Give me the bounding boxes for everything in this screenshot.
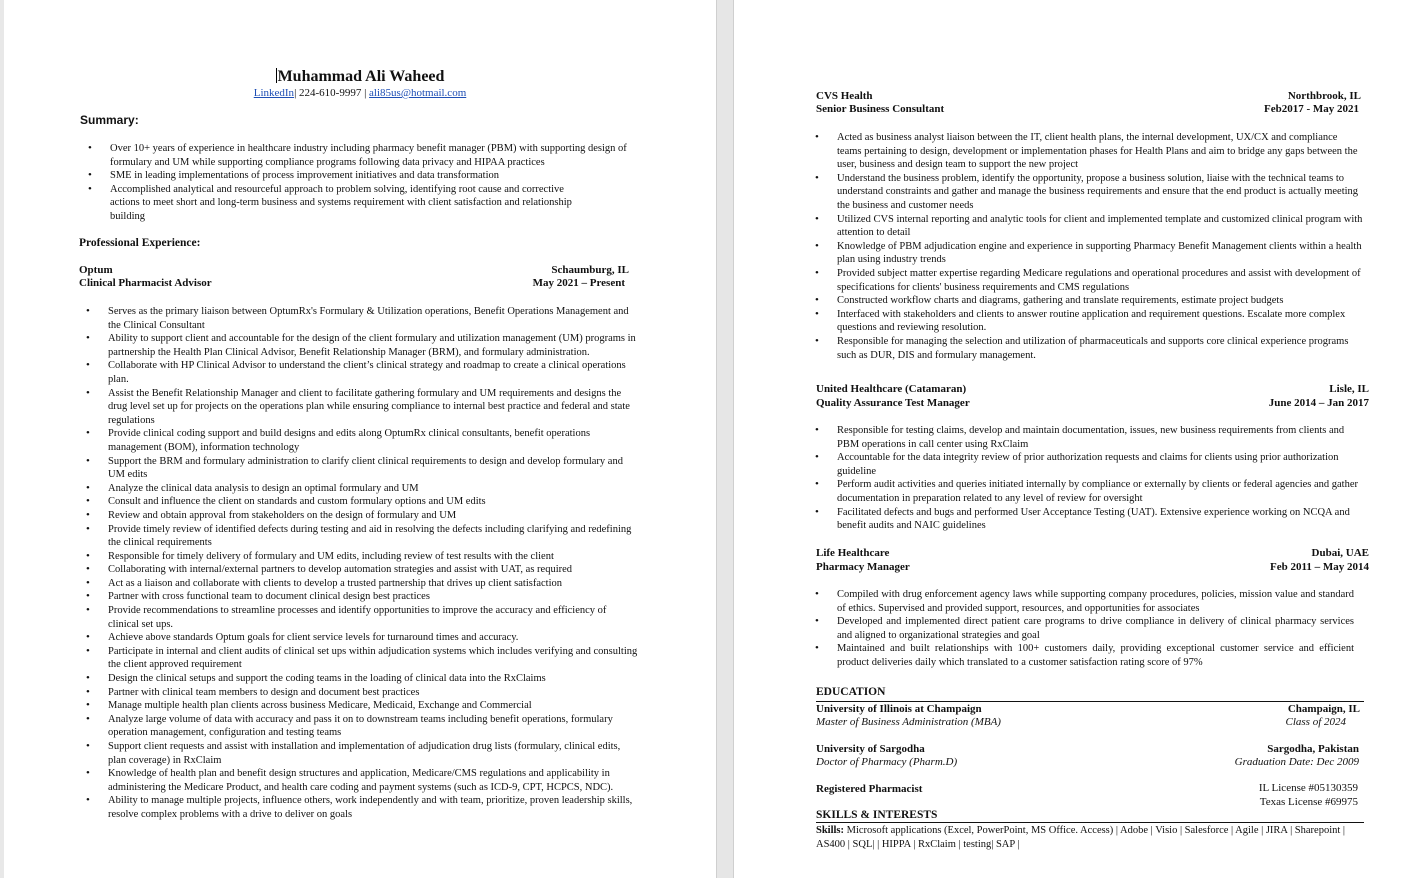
list-item: • Utilized CVS internal reporting and analytic tools for client and implemented template and customized clinical program with attention to detail <box>837 213 1364 240</box>
phone-text: | 224-610-9997 | <box>294 87 370 99</box>
job-dates: Feb 2011 – May 2014 <box>1270 561 1369 573</box>
job-title: Pharmacy Manager <box>816 561 910 573</box>
list-item: • Analyze the clinical data analysis to design an optimal formulary and UM <box>108 482 638 496</box>
job-header-optum <box>79 264 629 278</box>
school-name: University of Sargodha <box>816 743 925 755</box>
list-item: • Manage multiple health plan clients across business Medicare, Medicaid, Exchange and Commercial <box>108 699 638 713</box>
list-item: • Understand the business problem, identify the opportunity, propose a business solution, liaise with the technical teams to understand constraints and gather and manage the business requirements and ensure that the end product is actually meeting the business and customer needs <box>837 172 1364 213</box>
list-item: • Acted as business analyst liaison between the IT, client health plans, the internal development, UX/CX and compliance teams pertaining to design, development or implementation phases for Health Plans and aim to bridge any gaps between the user, business and design team to support the new project <box>837 131 1364 172</box>
job-header-cvs <box>816 90 1361 104</box>
school-location: Champaign, IL <box>1287 703 1360 715</box>
document-page-1 <box>4 0 716 878</box>
job-location: Schaumburg, IL <box>551 264 629 276</box>
list-item: • Constructed workflow charts and diagrams, gathering and translate requirements, estimate project budgets <box>837 294 1364 308</box>
list-item: • Achieve above standards Optum goals for client service levels for turnaround times and accuracy. <box>108 631 638 645</box>
company-name: Life Healthcare <box>816 547 890 559</box>
summary-heading: Summary: <box>80 113 139 127</box>
degree-date: Class of 2024 <box>1285 716 1346 728</box>
list-item: • Serves as the primary liaison between OptumRx's Formulary & Utilization operations, Benefit Operations Management and the Clinical Consultant <box>108 305 638 332</box>
job-title-row-life <box>816 561 1369 575</box>
edu-school-row <box>816 703 1360 716</box>
license-tx: Texas License #69975 <box>1259 795 1358 808</box>
list-item: • Partner with cross functional team to document clinical design best practices <box>108 590 638 604</box>
resume-name <box>4 68 716 86</box>
list-item: • Provide recommendations to streamline processes and identify opportunities to improve the accuracy and efficiency of clinical set ups. <box>108 604 638 631</box>
company-name: CVS Health <box>816 90 873 102</box>
job-title-row-optum <box>79 277 625 291</box>
company-name: United Healthcare (Catamaran) <box>816 383 967 395</box>
school-name: University of Illinois at Champaign <box>816 703 982 715</box>
license-il: IL License #05130359 <box>1258 782 1358 794</box>
list-item: • Interfaced with stakeholders and clients to answer routine application and requirement questions. Escalate more complex questions and reviewing resolution. <box>837 308 1364 335</box>
list-item: • Partner with clinical team members to design and document best practices <box>108 686 638 700</box>
list-item: • Assist the Benefit Relationship Manager and client to facilitate gathering formulary and UM requirements and designs the drug level set up for projects on the operations plan while ensuring compliance to internal best practice and federal and state regulations <box>108 387 638 428</box>
list-item: • Act as a liaison and collaborate with clients to develop a trusted partnership that drives up client satisfaction <box>108 577 638 591</box>
job-title-row-uhc <box>816 397 1369 411</box>
license-label-row <box>816 783 1016 796</box>
list-item: • Accomplished analytical and resourceful approach to problem solving, identifying root cause and corrective actions to meet short and long-term business and systems requirement with client satisfaction and relationship building <box>110 183 648 224</box>
school-location: Sargodha, Pakistan <box>1267 743 1359 755</box>
job-dates: Feb2017 - May 2021 <box>1263 103 1359 115</box>
degree-name: Master of Business Administration (MBA) <box>816 716 1001 728</box>
list-item: • Maintained and built relationships with 100+ customers daily, providing exceptional customer service and efficient product deliveries daily which translated to a customer satisfaction rating score of 97% <box>837 642 1354 669</box>
job-header-uhc <box>816 383 1369 397</box>
life-duties-list <box>837 588 1354 670</box>
list-item: • Review and obtain approval from stakeholders on the design of formulary and UM <box>108 509 638 523</box>
cvs-duties-list <box>837 131 1364 362</box>
list-item: • Knowledge of PBM adjudication engine and experience in supporting Pharmacy Benefit Management clients within a health plan using industry trends <box>837 240 1364 267</box>
list-item: • Compiled with drug enforcement agency laws while supporting company procedures, policies, mission value and standard of ethics. Supervised and provided support, resources, and opportunities for associates <box>837 588 1354 615</box>
linkedin-link[interactable]: LinkedIn <box>253 87 295 99</box>
list-item: • Facilitated defects and bugs and performed User Acceptance Testing (UAT). Extensive experience working on NCQA and benefit audits and NAIC guidelines <box>837 506 1364 533</box>
list-item: • Provided subject matter expertise regarding Medicare regulations and operational procedures and assist with development of specifications for clients' business requirements and CMS regulations <box>837 267 1364 294</box>
list-item: • Responsible for managing the selection and utilization of pharmaceuticals and supports core clinical experience programs such as DUR, DIS and formulary management. <box>837 335 1364 362</box>
list-item: • Collaborating with internal/external partners to develop automation strategies and assist with UAT, as required <box>108 563 638 577</box>
license-label: Registered Pharmacist <box>816 783 923 795</box>
page-gap <box>716 0 734 878</box>
summary-list <box>110 142 648 224</box>
license-list <box>1234 782 1358 809</box>
job-title-row-cvs <box>816 103 1359 117</box>
job-location: Lisle, IL <box>1329 383 1369 395</box>
education-heading: EDUCATION <box>816 686 886 698</box>
list-item: • Collaborate with HP Clinical Advisor to understand the client’s clinical strategy and roadmap to create a clinical operations plan. <box>108 359 638 386</box>
list-item: • Participate in internal and client audits of clinical set ups within adjudication systems which includes verifying and consulting the client approved requirement <box>108 645 638 672</box>
list-item: • Analyze large volume of data with accuracy and pass it on to downstream teams including benefit operations, formulary operation management, configuration and testing teams <box>108 713 638 740</box>
skills-rule <box>816 822 1364 823</box>
optum-duties-list <box>108 305 638 822</box>
edu-degree-row <box>816 716 1346 729</box>
list-item: • Provide timely review of identified defects during testing and aid in resolving the defects including clarifying and redefining the clinical requirements <box>108 523 638 550</box>
name-text: Muhammad Ali Waheed <box>277 68 445 85</box>
experience-heading: Professional Experience: <box>79 237 201 249</box>
list-item: • Support the BRM and formulary administration to clarify client clinical requirements to design and develop formulary and UM edits <box>108 455 638 482</box>
list-item: • Knowledge of health plan and benefit design structures and application, Medicare/CMS regulations and applicability in administering the Medicare Product, and health care coding and payment systems (such as ICD-9, CPT, HCPCS, NDC). <box>108 767 638 794</box>
list-item: • Provide clinical coding support and build designs and edits along OptumRx clinical consultants, benefit operations management (BOM), information technology <box>108 427 638 454</box>
document-page-2 <box>734 0 1410 878</box>
job-location: Northbrook, IL <box>1287 90 1361 102</box>
list-item: • SME in leading implementations of process improvement initiatives and data transformation <box>110 169 648 183</box>
degree-date: Graduation Date: Dec 2009 <box>1234 756 1359 768</box>
job-location: Dubai, UAE <box>1311 547 1369 559</box>
list-item: • Over 10+ years of experience in healthcare industry including pharmacy benefit manager (PBM) with supporting design of formulary and UM while supporting compliance programs following data privacy and HIPAA practices <box>110 142 648 169</box>
skills-text <box>816 824 1356 851</box>
list-item: • Perform audit activities and queries initiated internally by compliance or externally by clients or federal agencies and gather documentation in preparation related to any level of review for oversight <box>837 478 1364 505</box>
company-name: Optum <box>79 264 113 276</box>
list-item: • Design the clinical setups and support the coding teams in the loading of clinical data into the RxClaims <box>108 672 638 686</box>
skills-heading: SKILLS & INTERESTS <box>816 809 938 821</box>
contact-line <box>4 87 716 99</box>
list-item: • Ability to support client and accountable for the design of the client formulary and utilization management (UM) programs in partnership the Health Plan Clinical Advisor, Benefit Relationship Manager (BRM), and formulary administration. <box>108 332 638 359</box>
list-item: • Developed and implemented direct patient care programs to drive compliance in delivery of clinical pharmacy services and aligned to organizational strategies and goal <box>837 615 1354 642</box>
list-item: • Support client requests and assist with installation and implementation of adjudication drug lists (formulary, clinical edits, plan coverage) in RxClaim <box>108 740 638 767</box>
uhc-duties-list <box>837 424 1364 533</box>
list-item: • Responsible for timely delivery of formulary and UM edits, including review of test results with the client <box>108 550 638 564</box>
job-dates: May 2021 – Present <box>532 277 625 289</box>
list-item: • Accountable for the data integrity review of prior authorization requests and claims for clients using prior authorization guideline <box>837 451 1364 478</box>
edu-degree-row <box>816 756 1359 769</box>
list-item: • Consult and influence the client on standards and custom formulary options and UM edits <box>108 495 638 509</box>
degree-name: Doctor of Pharmacy (Pharm.D) <box>816 756 958 768</box>
skills-label: Skills: <box>816 825 845 836</box>
email-link[interactable]: ali85us@hotmail.com <box>369 87 467 99</box>
job-header-life <box>816 547 1369 561</box>
job-title: Quality Assurance Test Manager <box>816 397 970 409</box>
edu-school-row <box>816 743 1359 756</box>
job-title: Senior Business Consultant <box>816 103 945 115</box>
education-rule <box>816 701 1364 702</box>
job-dates: June 2014 – Jan 2017 <box>1268 397 1369 409</box>
job-title: Clinical Pharmacist Advisor <box>79 277 212 289</box>
text-cursor <box>276 68 277 83</box>
list-item: • Ability to manage multiple projects, influence others, work independently and with team, prioritize, proven leadership skills, resolve complex problems with a drive to deliver on goals <box>108 794 638 821</box>
list-item: • Responsible for testing claims, develop and maintain documentation, issues, new business requirements from clients and PBM operations in call center using RxClaim <box>837 424 1364 451</box>
skills-list: Microsoft applications (Excel, PowerPoint, MS Office. Access) | Adobe | Visio | Salesforce | Agile | JIRA | Sharepoint | AS400 | SQL| | HIPPA | RxClaim | testing| SAP | <box>816 825 1346 850</box>
